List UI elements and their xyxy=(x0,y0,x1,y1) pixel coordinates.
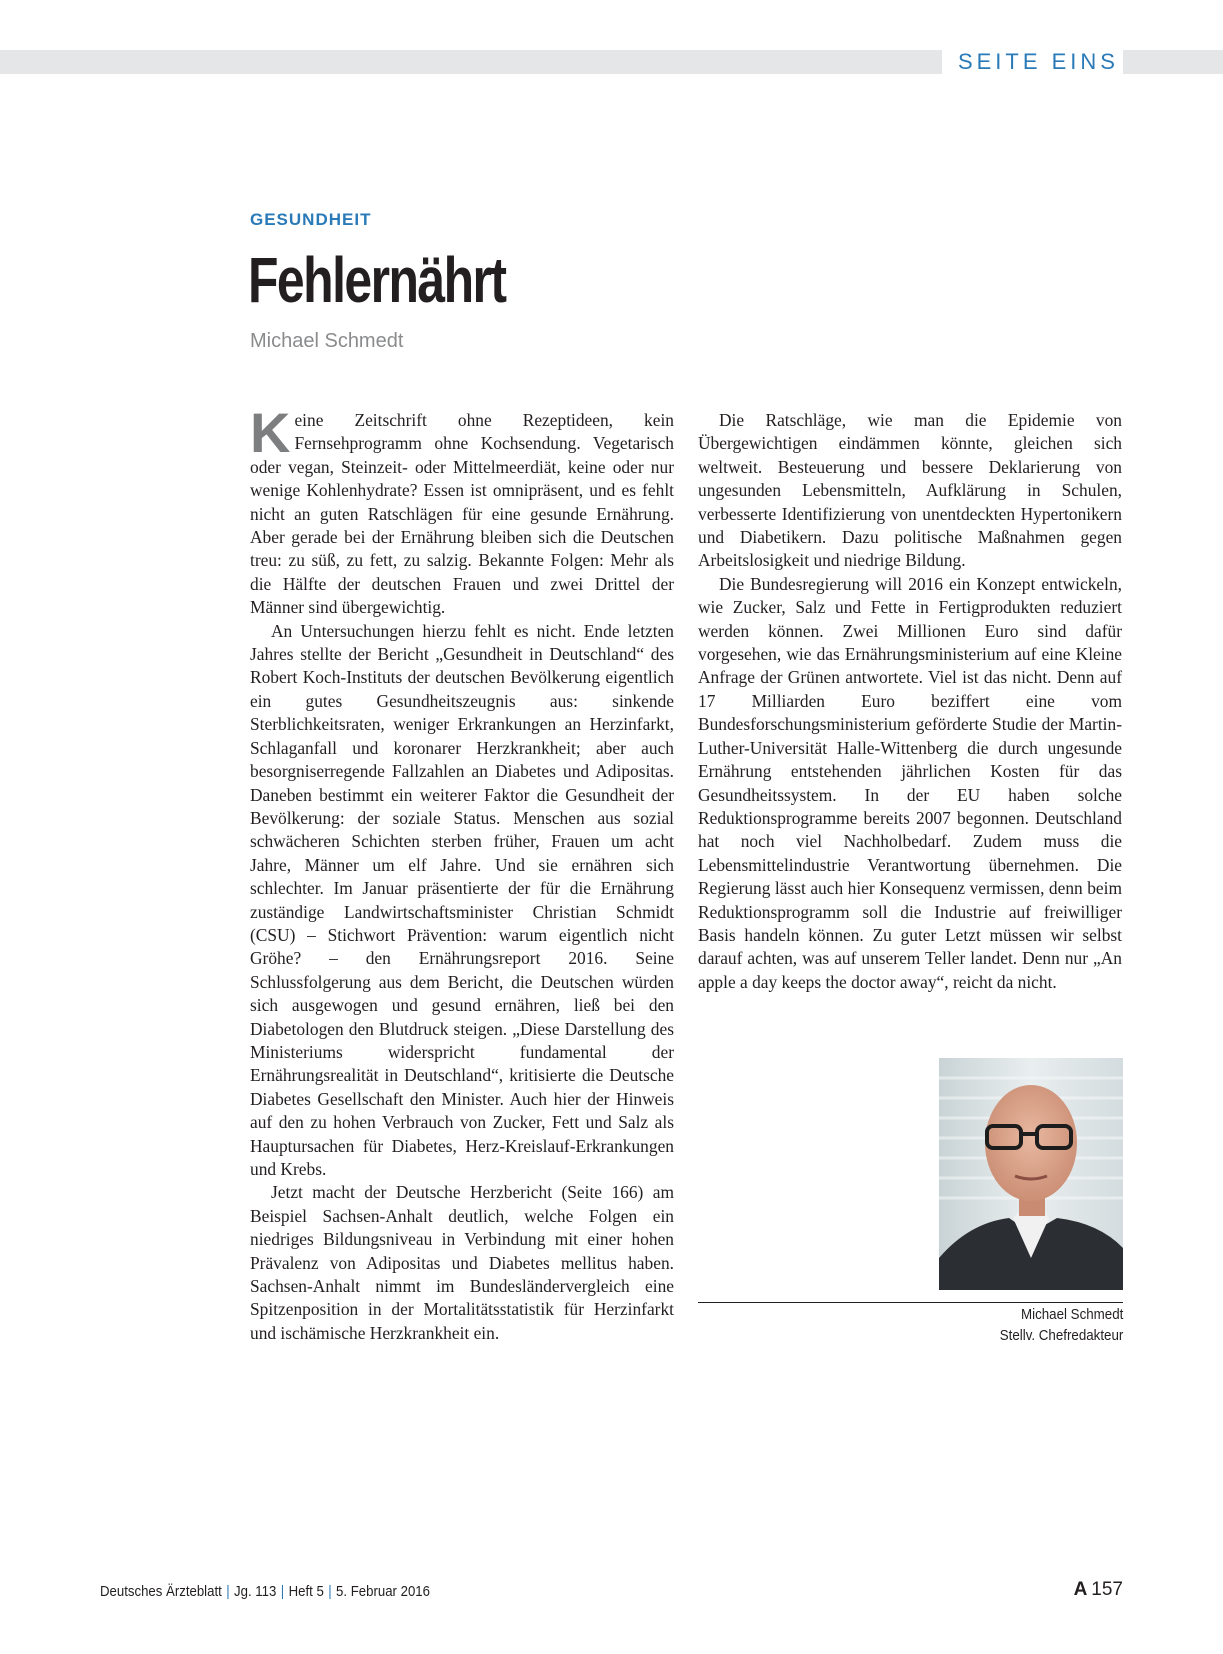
footer-separator: | xyxy=(226,1583,230,1600)
article-kicker: GESUNDHEIT xyxy=(250,210,372,229)
article-column-left xyxy=(250,401,674,1345)
article-column-right xyxy=(698,409,1122,994)
caption-name: Michael Schmedt xyxy=(1020,1307,1123,1323)
caption-role: Stellv. Chefredakteur xyxy=(999,1328,1123,1344)
paragraph: An Untersuchungen hierzu fehlt es nicht. Ende letzten Jahres stellte der Bericht „Gesundheit in Deutschland“ des Robert Koch-Instituts der deutschen Bevölkerung eigentlich ein gutes Gesundheitszeugnis aus: sinkende Sterblichkeitsraten, weniger Erkrankungen an Herzinfarkt, Schlaganfall und koronarer Herzkrankheit; aber auch besorgniserregende Fallzahlen an Diabetes und Adipositas. Daneben bestimmt ein weiterer Faktor die Gesundheit der Bevölkerung: der soziale Status. Menschen aus sozial schwächeren Schichten sterben früher, Frauen um acht Jahre, Männer um elf Jahre. Und sie ernähren sich schlechter. Im Januar präsentierte der für die Ernährung zuständige Landwirtschaftsminister Christian Schmidt (CSU) – Stichwort Prävention: warum eigentlich nicht Gröhe? – den Ernährungsreport 2016. Seine Schlussfolgerung aus dem Bericht, die Deutschen würden sich ausgewogen und gesund ernähren, ließ bei den Diabetologen den Blutdruck steigen. „Diese Darstellung des Ministeriums widerspricht fundamental der Ernährungsrealität in Deutschland“, kritisierte die Deutsche Diabetes Gesellschaft den Minister. Auch hier der Hinweis auf den zu hohen Verbrauch von Zucker, Fett und Salz als Hauptursachen für Diabetes, Herz-Kreislauf-Erkrankungen und Krebs. xyxy=(250,620,674,1179)
first-paragraph-text: eine Zeitschrift ohne Rezeptideen, kein Fernsehprogramm ohne Kochsendung. Vegetarisch oder vegan, Steinzeit- oder Mittelmeerdiät, keine oder nur wenige Kohlenhydrate? Essen ist omnipräsent, und es fehlt nicht an guten Ratschlägen für eine gesunde Ernährung. Aber gerade bei der Ernährung bleiben sich die Deutschen treu: zu süß, zu fett, zu salzig. Bekannte Folgen: Mehr als die Hälfte der deutschen Frauen und zwei Drittel der Männer sind übergewichtig. xyxy=(250,410,674,618)
article-title: Fehlernährt xyxy=(248,244,506,316)
footer-separator: | xyxy=(280,1583,285,1600)
paragraph: Die Bundesregierung will 2016 ein Konzept entwickeln, wie Zucker, Salz und Fette in Fertigprodukten reduziert werden können. Zwei Millionen Euro sind dafür vorgesehen, wie das Ernährungsministerium auf eine Kleine Anfrage der Grünen antwortete. Viel ist das nicht. Denn auf 17 Milliarden Euro beziffert eine vom Bundesforschungsministerium geförderte Studie der Martin-Luther-Universität Halle-Wittenberg die durch ungesunde Ernährung entstehenden jährlichen Kosten für das Gesundheitssystem. In der EU haben solche Reduktionsprogramme bereits 2007 begonnen. Deutschland hat noch viel Nachholbedarf. Zudem muss die Lebensmittelindustrie Verantwortung übernehmen. Die Regierung lässt auch hier Konsequenz vermissen, denn beim Reduktionsprogramm soll die Industrie auf freiwilliger Basis handeln können. Zu guter Letzt müssen wir selbst darauf achten, was auf unserem Teller landet. Denn nur „An apple a day keeps the doctor away“, reicht da nicht. xyxy=(698,573,1122,992)
page-footer xyxy=(100,1583,430,1600)
page-number xyxy=(1074,1579,1123,1601)
footer-separator: | xyxy=(328,1583,332,1600)
section-label: SEITE EINS xyxy=(942,48,1123,76)
page-prefix: A xyxy=(1073,1579,1088,1600)
footer-issue: Heft 5 xyxy=(288,1583,324,1600)
footer-journal: Deutsches Ärzteblatt xyxy=(100,1583,222,1600)
portrait-caption xyxy=(999,1305,1123,1347)
paragraph: Die Ratschläge, wie man die Epidemie von Übergewichtigen eindämmen könnte, gleichen sich weltweit. Besteuerung und bessere Deklarierung von ungesunden Lebensmitteln, Aufklärung in Schulen, verbesserte Identifizierung von unentdeckten Hypertonikern und Diabetikern. Dazu politische Maßnahmen gegen Arbeitslosigkeit und niedrige Bildung. xyxy=(698,410,1122,571)
paragraph: Jetzt macht der Deutsche Herzbericht (Seite 166) am Beispiel Sachsen-Anhalt deutlich, welche Folgen ein niedriges Bildungsniveau in Verbindung mit einer hohen Prävalenz von Adipositas und Diabetes mellitus haben. Sachsen-Anhalt nimmt im Bundesländervergleich eine Spitzenposition in der Mortalitätsstatistik für Herzinfarkt und ischämische Herzkrankheit ein. xyxy=(250,1182,674,1343)
first-paragraph xyxy=(250,401,674,620)
footer-date: 5. Februar 2016 xyxy=(336,1583,430,1600)
page-number-value: 157 xyxy=(1091,1579,1123,1600)
caption-divider xyxy=(698,1302,1123,1303)
drop-cap: K xyxy=(250,401,291,464)
portrait-image xyxy=(939,1058,1123,1290)
author-portrait xyxy=(939,1058,1123,1290)
article-author: Michael Schmedt xyxy=(250,330,404,352)
footer-volume: Jg. 113 xyxy=(234,1583,277,1600)
